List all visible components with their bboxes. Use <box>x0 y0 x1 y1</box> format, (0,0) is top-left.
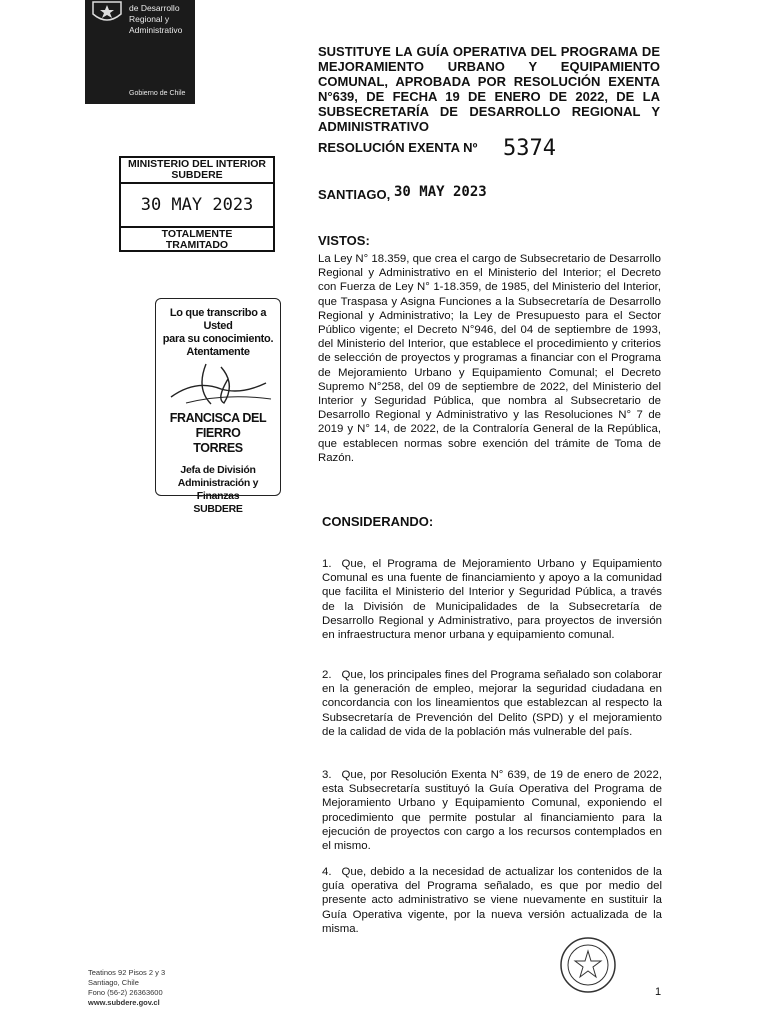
resolution-number: 5374 <box>503 136 556 161</box>
coat-of-arms-icon <box>89 0 125 26</box>
document-title: SUSTITUYE LA GUÍA OPERATIVA DEL PROGRAMA DE MEJORAMIENTO URBANO Y EQUIPAMIENTO COMUNAL, APROBADA POR RESOLUCIÓN EXENTA N°639, DE FECHA 19 DE ENERO DE 2022, DE LA SUBSECRETARÍA DE DESARROLLO REGIONAL Y ADMINISTRATIVO <box>318 44 660 134</box>
website-link[interactable]: www.subdere.gov.cl <box>88 998 160 1007</box>
handwritten-signature-icon <box>166 359 276 409</box>
footer-address: Teatinos 92 Pisos 2 y 3 Santiago, Chile Fono (56-2) 26363600 www.subdere.gov.cl <box>88 968 166 1007</box>
stamp-footer: TOTALMENTE TRAMITADO <box>161 228 233 251</box>
signatory-role: Jefa de División Administración y Finanzas SUBDERE <box>177 464 259 515</box>
gov-label: Gobierno de Chile <box>129 90 186 97</box>
signature-intro: Lo que transcribo a Usted para su conocimiento. Atentamente <box>162 307 274 358</box>
considerando-item: 3. Que, por Resolución Exenta N° 639, de 19 de enero de 2022, esta Subsecretaría sustituyó la Guía Operativa del Programa de Mejoramiento Urbano y Equipamiento Comunal, exponiendo el procedimiento que permite postular al financiamiento para la ejecución de proyectos con cargo a los recursos contemplados en el mismo. <box>322 769 662 853</box>
page-number: 1 <box>655 986 662 998</box>
resolution-label: RESOLUCIÓN EXENTA Nº <box>318 140 478 155</box>
document-date: 30 MAY 2023 <box>394 184 487 200</box>
stamp-date: 30 MAY 2023 <box>121 184 273 228</box>
signature-box <box>155 298 281 515</box>
stamp-header: MINISTERIO DEL INTERIOR SUBDERE <box>121 158 273 184</box>
vistos-heading: VISTOS: <box>318 233 370 248</box>
org-name: de Desarrollo Regional y Administrativo <box>129 3 183 35</box>
place-label: SANTIAGO, <box>318 187 391 202</box>
vistos-text: La Ley N° 18.359, que crea el cargo de Subsecretario de Desarrollo Regional y Administrativo en el Ministerio del Interior; el Decreto con Fuerza de Ley N° 1-18.359, de 1985, del Ministerio del Interior, que Traspasa y Asigna Funciones a la Subsecretaría de Desarrollo Regional y Administrativo; la Ley de Presupuesto para el Sector Público vigente; el Decreto N°946, del 04 de septiembre de 1993, del Ministerio del Interior, que establece el procedimiento y criterios de selección de proyectos y programas a financiar con el Programa de Mejoramiento Urbano y Equipamiento Comunal; el Decreto Supremo N°258, del 09 de septiembre de 2022, del Ministerio del Interior y Seguridad Pública, que nombra al Subsecretario de Desarrollo Regional y Administrativo y las Resoluciones N° 7 de 2019 y N° 14, de 2022, de la Contraloría General de la República, que establecen normas sobre exención del trámite de Toma de Razón. <box>318 253 661 464</box>
considerando-heading: CONSIDERANDO: <box>322 514 434 529</box>
ministry-stamp <box>119 156 275 252</box>
signatory-name: FRANCISCA DEL FIERRO TORRES <box>169 411 267 455</box>
considerando-item: 4. Que, debido a la necesidad de actualizar los contenidos de la guía operativa del Programa señalado, es que por medio del presente acto administrativo se viene nuevamente en sustituir la Guía Operativa vigente, por la nueva versión actualizada de la misma. <box>322 866 662 935</box>
considerando-item: 1. Que, el Programa de Mejoramiento Urbano y Equipamiento Comunal es una fuente de financiamiento y apoyo a la comunidad que facilita el Ministerio del Interior y Seguridad Pública, a través de la División de Municipalidades de la Subsecretaría de Desarrollo Regional y Administrativo, para proyectos de inversión en infraestructura menor urbana y equipamiento comunal. <box>322 558 662 642</box>
subdere-logo <box>85 0 195 104</box>
official-seal-icon <box>557 935 619 995</box>
considerando-item: 2. Que, los principales fines del Programa señalado son colaborar en la generación de empleo, mejorar la seguridad ciudadana en concordancia con los lineamientos que establezcan al respecto la Subsecretaría de Prevención del Delito (SPD) y el mejoramiento de la calidad de vida de la población más vulnerable del país. <box>322 669 662 738</box>
